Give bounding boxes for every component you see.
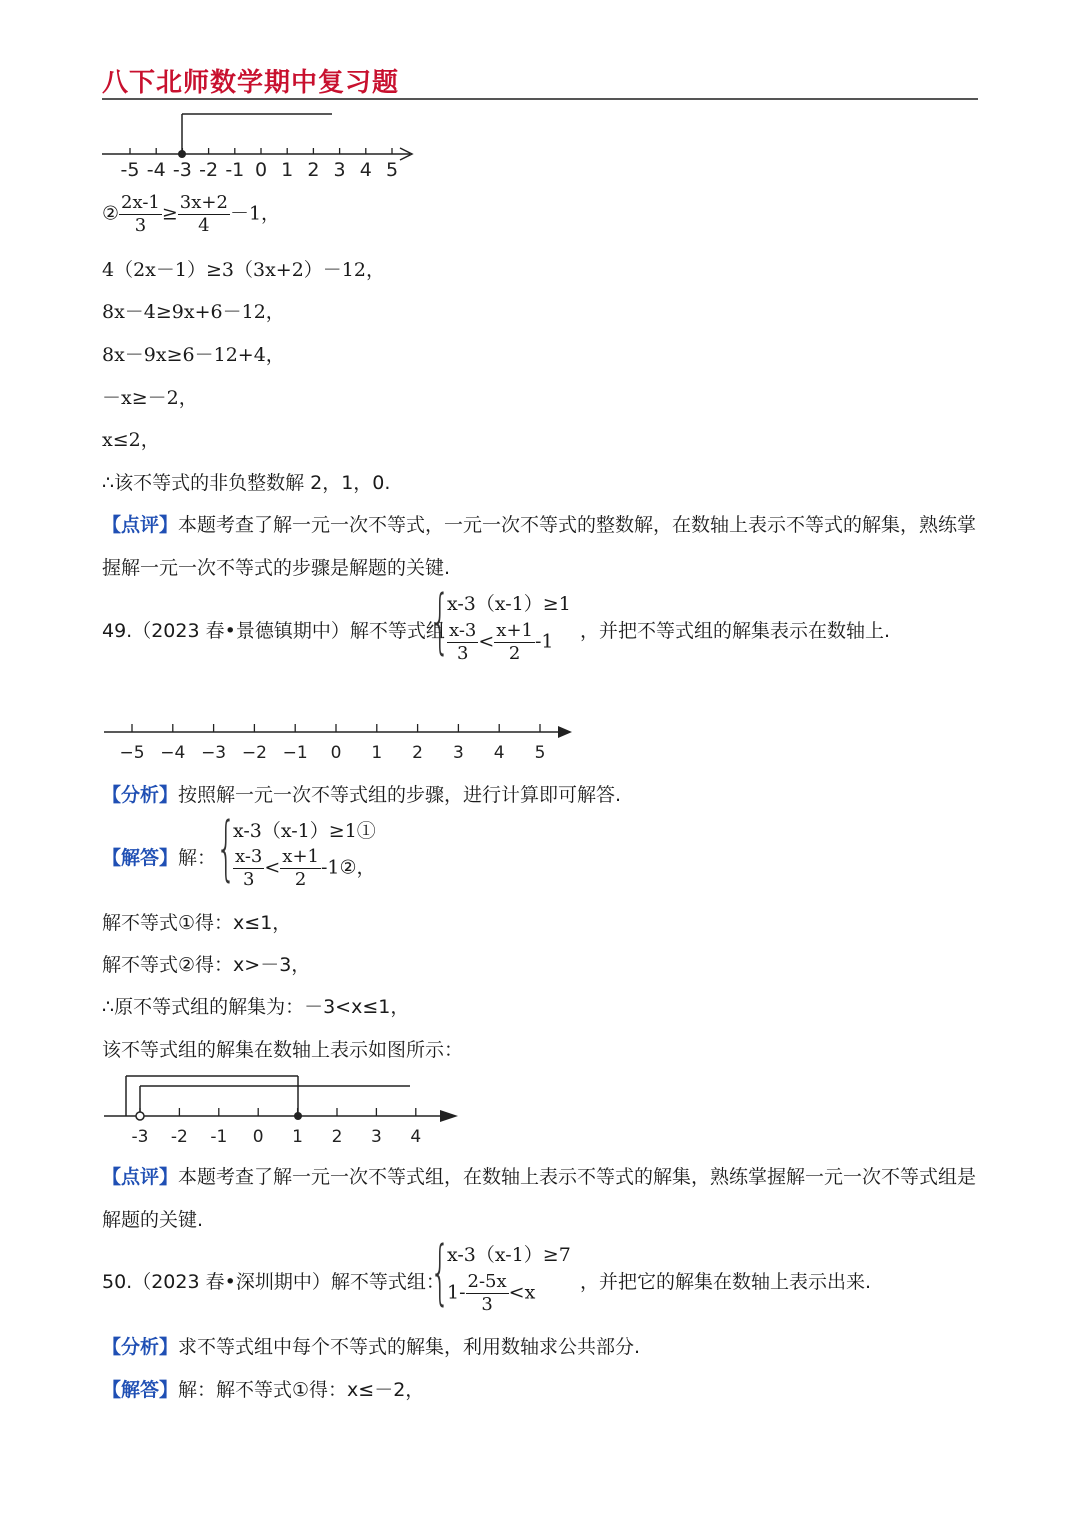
q49-equation-1: x-3（x-1）≥1	[447, 593, 571, 615]
tick-label: 4	[410, 1127, 422, 1147]
circled-2: ②	[102, 202, 120, 225]
q48-step-4: －x≥－2，	[102, 387, 198, 409]
tick-label: 0	[254, 159, 268, 181]
comment-tag: 【点评】	[102, 514, 179, 536]
closed-endpoint	[294, 1112, 302, 1120]
fraction: $\frac{2x-1}{3}$	[121, 192, 160, 236]
q50-prefix: 50.（2023 春•深圳期中）解不等式组：	[102, 1271, 445, 1293]
tick-label: -1	[225, 159, 245, 181]
tick-label: 0	[252, 1127, 264, 1147]
brace-icon: {	[430, 1231, 451, 1313]
tick-label: −1	[282, 743, 308, 763]
q50-equation-1: x-3（x-1）≥7	[447, 1244, 571, 1266]
solution-2: 解不等式②得：x>－3，	[102, 954, 311, 976]
page-title: 八下北师数学期中复习题	[102, 68, 400, 98]
q49-comment: 【点评】本题考查了解一元一次不等式组，在数轴上表示不等式的解集，熟练掌握解一元一次不等式组是	[102, 1166, 977, 1188]
tick-label: 3	[452, 743, 464, 763]
answer-tag: 【解答】	[102, 1379, 179, 1401]
tick-label: 4	[359, 159, 372, 181]
solution-4: 该不等式组的解集在数轴上表示如图所示：	[102, 1039, 464, 1061]
tick-label: 1	[292, 1127, 304, 1147]
fraction: $\frac{3x+2}{4}$	[179, 192, 228, 236]
tick-label: 2	[412, 743, 424, 763]
q49-analysis: 【分析】按照解一元一次不等式组的步骤，进行计算即可解答.	[102, 784, 622, 806]
tick-label: 3	[370, 1127, 382, 1147]
tick-label: −4	[160, 743, 186, 763]
tick-label: 2	[331, 1127, 343, 1147]
comment-tag: 【点评】	[102, 1166, 179, 1188]
fraction: $\frac{x-3}{3}$	[235, 846, 263, 890]
answer-equation-2: $\frac{x-3}{3}$ < $\frac{x+1}{2}$ -1②，	[235, 846, 376, 890]
q50-answer: 【解答】解：解不等式①得：x≤－2，	[102, 1379, 425, 1401]
q50-suffix: ，并把它的解集在数轴上表示出来.	[580, 1271, 872, 1293]
analysis-tag: 【分析】	[102, 1336, 179, 1358]
q48-comment: 【点评】本题考查了解一元一次不等式，一元一次不等式的整数解，在数轴上表示不等式的解集，熟练掌	[102, 514, 977, 536]
q48-conclusion: ∴该不等式的非负整数解 2，1，0.	[102, 472, 391, 494]
fraction: $\frac{2-5x}{3}$	[467, 1271, 507, 1315]
q49-suffix: ，并把不等式组的解集表示在数轴上.	[580, 620, 891, 642]
fraction: $\frac{x+1}{2}$	[496, 620, 533, 664]
q49-prefix: 49.（2023 春•景德镇期中）解不等式组	[102, 620, 445, 642]
q50-analysis: 【分析】求不等式组中每个不等式的解集，利用数轴求公共部分.	[102, 1336, 641, 1358]
q48-step-1: 4（2x－1）≥3（3x+2）－12，	[102, 259, 385, 281]
q48-step-5: x≤2，	[102, 429, 160, 451]
q48-step-2: 8x－4≥9x+6－12，	[102, 301, 285, 323]
number-line-1	[100, 108, 420, 184]
tick-label: -1	[210, 1127, 228, 1147]
tick-label: 4	[493, 743, 505, 763]
analysis-tag: 【分析】	[102, 784, 179, 806]
tick-label: -3	[131, 1127, 149, 1147]
tick-label: -3	[172, 159, 192, 181]
tick-label: -4	[146, 159, 166, 181]
tick-label: 5	[385, 159, 399, 181]
q49-equation-2: $\frac{x-3}{3}$ < $\frac{x+1}{2}$ -1	[449, 620, 554, 664]
tick-label: 3	[333, 159, 346, 181]
answer-equation-1: x-3（x-1）≥1①	[233, 820, 376, 842]
fraction: $\frac{x+1}{2}$	[282, 846, 319, 890]
q50-equation-2: 1- $\frac{2-5x}{3}$ <x	[447, 1271, 536, 1315]
fraction: $\frac{x-3}{3}$	[449, 620, 477, 664]
q48-comment-line-2: 握解一元一次不等式的步骤是解题的关键.	[102, 557, 451, 579]
tick-label: 2	[307, 159, 320, 181]
open-endpoint	[136, 1112, 144, 1120]
tick-label: 5	[534, 743, 546, 763]
q48-inequality-2: ② $\frac{2x-1}{3}$ ≥ $\frac{3x+2}{4}$ －1，	[102, 192, 281, 236]
tick-label: 0	[330, 743, 342, 763]
tick-label: -2	[170, 1127, 188, 1147]
solution-1: 解不等式①得：x≤1，	[102, 912, 292, 934]
number-line-solution	[100, 1070, 464, 1150]
tick-label: −5	[119, 743, 145, 763]
q49-answer-lead: 【解答】解：	[102, 847, 217, 869]
tick-label: −2	[241, 743, 267, 763]
tick-label: 1	[371, 743, 383, 763]
tick-label: -5	[120, 159, 140, 181]
number-line-empty	[100, 718, 580, 764]
brace-icon: {	[216, 807, 237, 889]
solution-3: ∴原不等式组的解集为：－3<x≤1，	[102, 996, 410, 1018]
tick-label: -2	[199, 159, 219, 181]
closed-endpoint	[178, 150, 186, 158]
q48-step-3: 8x－9x≥6－12+4，	[102, 344, 285, 366]
tick-label: −3	[201, 743, 227, 763]
q49-comment-line-2: 解题的关键.	[102, 1209, 204, 1231]
brace-icon: {	[430, 580, 451, 662]
answer-tag: 【解答】	[102, 847, 179, 869]
header-divider	[102, 98, 978, 100]
tick-label: 1	[281, 159, 294, 181]
